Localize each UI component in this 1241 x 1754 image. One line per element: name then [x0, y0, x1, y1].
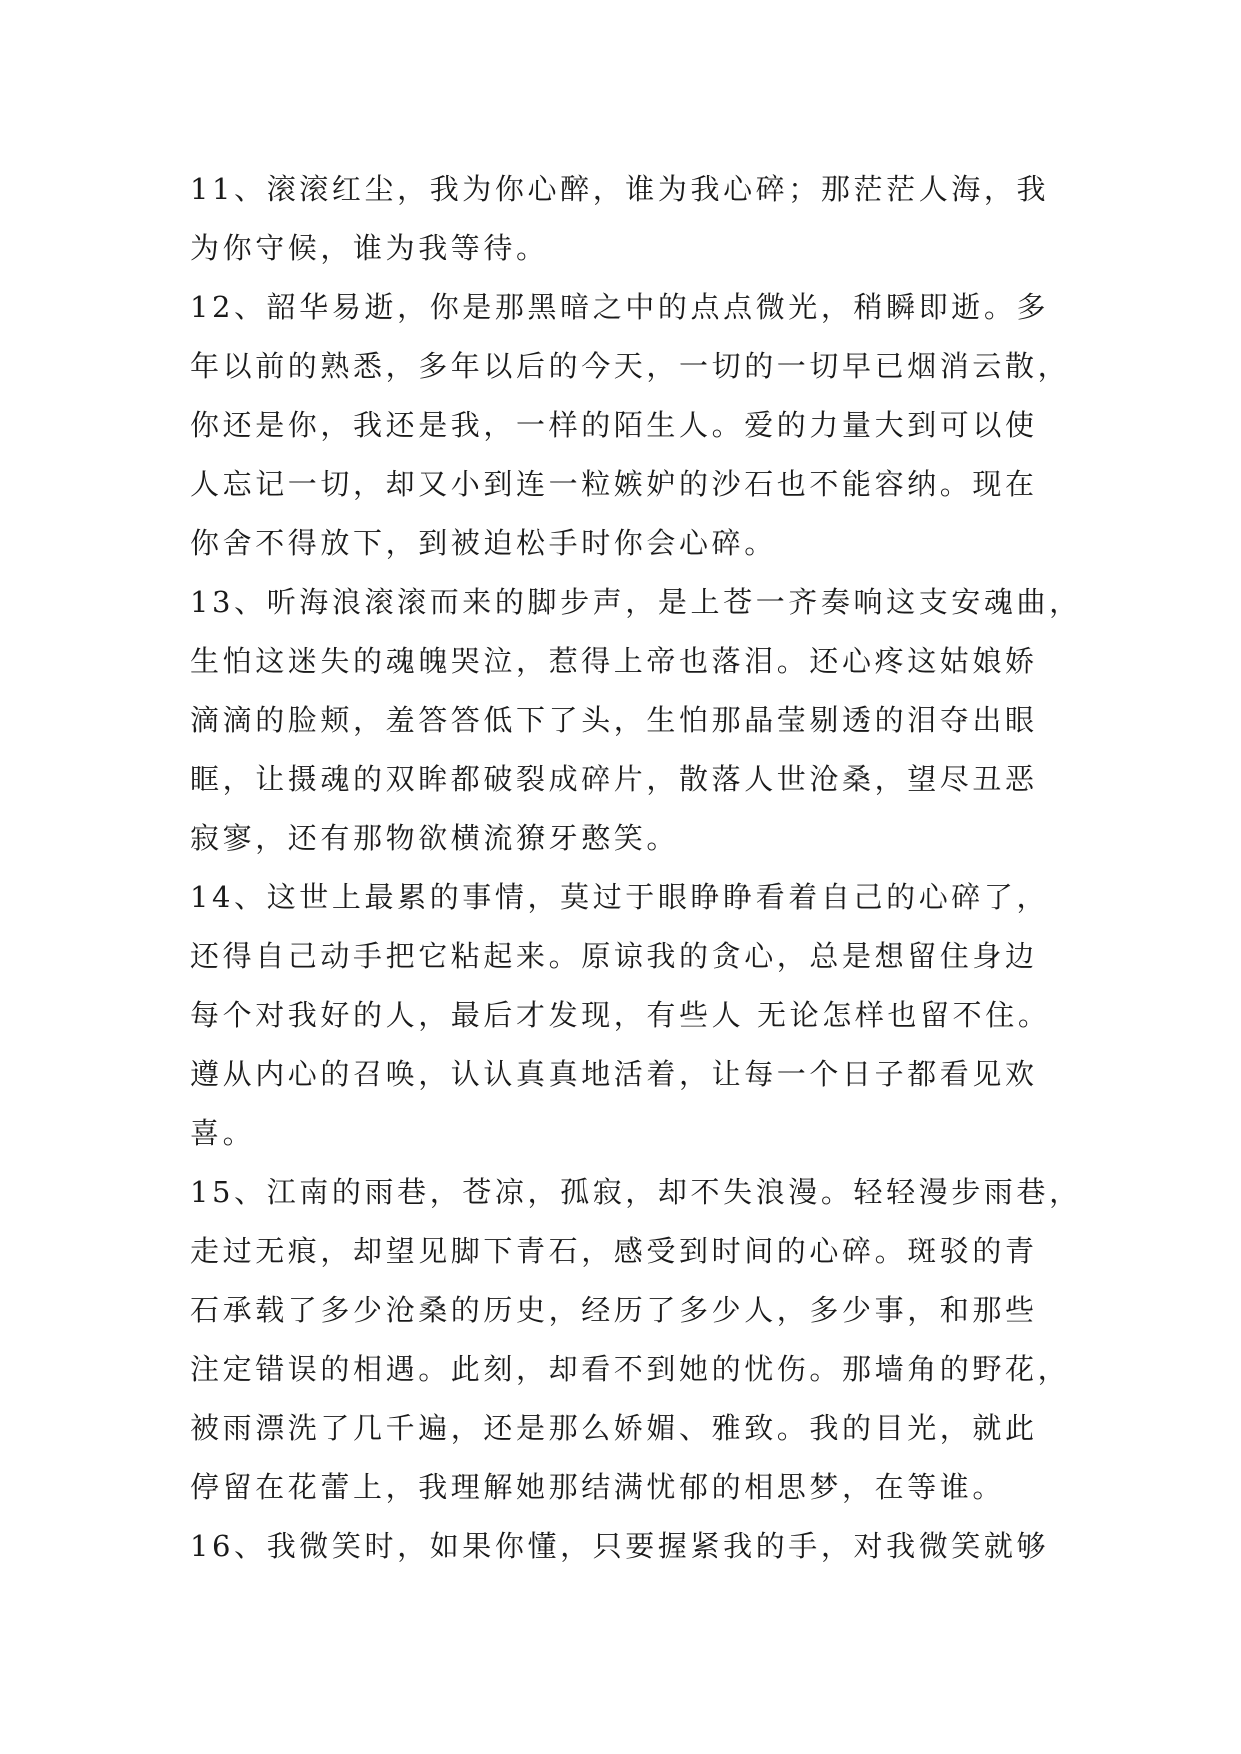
text-line: 眶，让摄魂的双眸都破裂成碎片，散落人世沧桑，望尽丑恶 [190, 762, 1038, 796]
text-line: 你舍不得放下，到被迫松手时你会心碎。 [190, 526, 777, 560]
text-line: 12、韶华易逝，你是那黑暗之中的点点微光，稍瞬即逝。多 [190, 290, 1050, 324]
text-line: 寂寥，还有那物欲横流獠牙憨笑。 [190, 821, 680, 855]
document-body [190, 160, 1082, 1576]
text-line: 16、我微笑时，如果你懂，只要握紧我的手，对我微笑就够 [190, 1529, 1050, 1563]
text-line: 还得自己动手把它粘起来。原谅我的贪心，总是想留住身边 [190, 939, 1038, 973]
text-line: 滴滴的脸颊，羞答答低下了头，生怕那晶莹剔透的泪夺出眼 [190, 703, 1038, 737]
text-line: 人忘记一切，却又小到连一粒嫉妒的沙石也不能容纳。现在 [190, 467, 1038, 501]
text-line: 14、这世上最累的事情，莫过于眼睁睁看着自己的心碎了， [190, 880, 1050, 914]
text-line: 喜。 [190, 1116, 256, 1150]
text-line: 为你守候，谁为我等待。 [190, 231, 549, 265]
text-line: 每个对我好的人，最后才发现，有些人 无论怎样也留不住。 [190, 998, 1051, 1032]
text-line: 你还是你，我还是我，一样的陌生人。爱的力量大到可以使 [190, 408, 1038, 442]
text-line: 11、滚滚红尘，我为你心醉，谁为我心碎；那茫茫人海，我 [190, 172, 1050, 206]
text-line: 被雨漂洗了几千遍，还是那么娇媚、雅致。我的目光，就此 [190, 1411, 1038, 1445]
text-line: 石承载了多少沧桑的历史，经历了多少人，多少事，和那些 [190, 1293, 1038, 1327]
text-line: 13、听海浪滚滚而来的脚步声，是上苍一齐奏响这支安魂曲， [190, 585, 1082, 619]
text-line: 遵从内心的召唤，认认真真地活着，让每一个日子都看见欢 [190, 1057, 1038, 1091]
text-line: 15、江南的雨巷，苍凉，孤寂，却不失浪漫。轻轻漫步雨巷， [190, 1175, 1082, 1209]
text-line: 生怕这迷失的魂魄哭泣，惹得上帝也落泪。还心疼这姑娘娇 [190, 644, 1038, 678]
text-line: 停留在花蕾上，我理解她那结满忧郁的相思梦，在等谁。 [190, 1470, 1006, 1504]
text-line: 注定错误的相遇。此刻，却看不到她的忧伤。那墙角的野花， [190, 1352, 1071, 1386]
text-line: 走过无痕，却望见脚下青石，感受到时间的心碎。斑驳的青 [190, 1234, 1038, 1268]
text-line: 年以前的熟悉，多年以后的今天，一切的一切早已烟消云散， [190, 349, 1071, 383]
